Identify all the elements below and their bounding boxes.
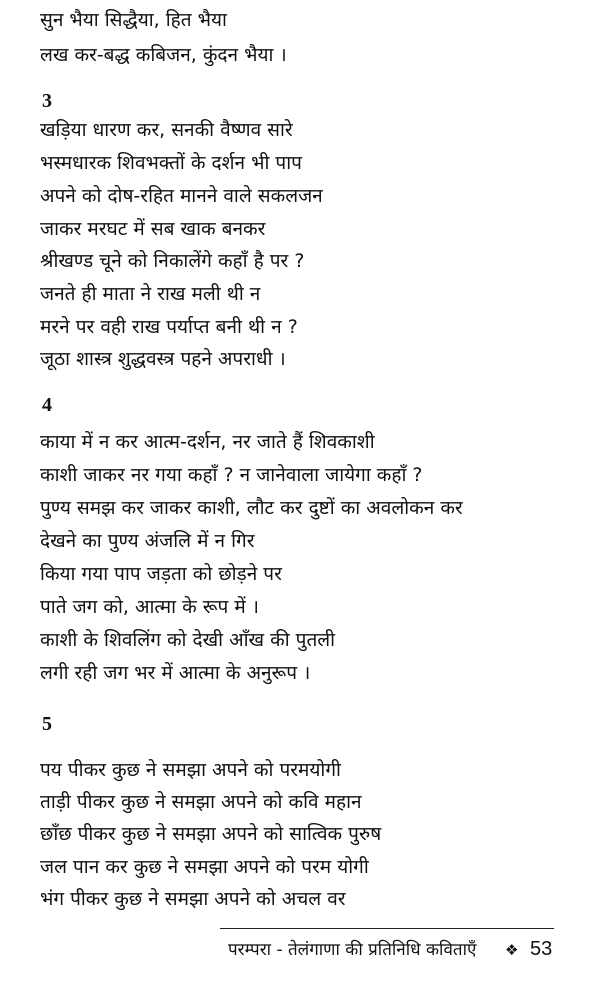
footer-rule [220, 928, 554, 929]
poem-line: काशी जाकर नर गया कहाँ ? न जानेवाला जायेगा कहाँ ? [40, 464, 423, 486]
poem-line: पय पीकर कुछ ने समझा अपने को परमयोगी [40, 759, 341, 781]
running-footer-title: परम्परा - तेलंगाणा की प्रतिनिधि कविताएँ [228, 940, 477, 960]
section-number: 5 [42, 713, 52, 735]
poem-line: भस्मधारक शिवभक्तों के दर्शन भी पाप [40, 152, 302, 174]
poem-line: भंग पीकर कुछ ने समझा अपने को अचल वर [40, 888, 346, 910]
poem-line: खड़िया धारण कर, सनकी वैष्णव सारे [40, 119, 293, 141]
poem-line: ताड़ी पीकर कुछ ने समझा अपने को कवि महान [40, 791, 362, 813]
poem-line: जल पान कर कुछ ने समझा अपने को परम योगी [40, 856, 369, 878]
poem-line: श्रीखण्ड चूने को निकालेंगे कहाँ है पर ? [40, 250, 305, 272]
poem-line: मरने पर वही राख पर्याप्त बनी थी न ? [40, 316, 298, 338]
poem-line: जूठा शास्त्र शुद्धवस्त्र पहने अपराधी । [40, 348, 286, 370]
poem-line: अपने को दोष-रहित मानने वाले सकलजन [40, 185, 323, 207]
poem-line: सुन भैया सिद्धैया, हित भैया [40, 9, 227, 31]
diamond-ornament-icon: ❖ [505, 941, 519, 959]
poem-line: जनते ही माता ने राख मली थी न [40, 283, 261, 305]
poem-line: देखने का पुण्य अंजलि में न गिर [40, 530, 255, 552]
page-number: 53 [530, 938, 553, 960]
poem-line: छाँछ पीकर कुछ ने समझा अपने को सात्विक पुरुष [40, 823, 382, 845]
section-number: 4 [42, 394, 52, 416]
poem-line: पाते जग को, आत्मा के रूप में । [40, 596, 259, 618]
poem-line: काशी के शिवलिंग को देखी आँख की पुतली [40, 629, 336, 651]
section-number: 3 [42, 90, 52, 112]
poem-line: जाकर मरघट में सब खाक बनकर [40, 218, 266, 240]
poem-line: काया में न कर आत्म-दर्शन, नर जाते हैं शिवकाशी [40, 431, 375, 453]
poem-line: लगी रही जग भर में आत्मा के अनुरूप । [40, 662, 311, 684]
poem-line: लख कर-बद्ध कबिजन, कुंदन भैया । [40, 44, 287, 66]
poem-line: किया गया पाप जड़ता को छोड़ने पर [40, 563, 282, 585]
poem-line: पुण्य समझ कर जाकर काशी, लौट कर दुष्टों का अवलोकन कर [40, 497, 463, 519]
